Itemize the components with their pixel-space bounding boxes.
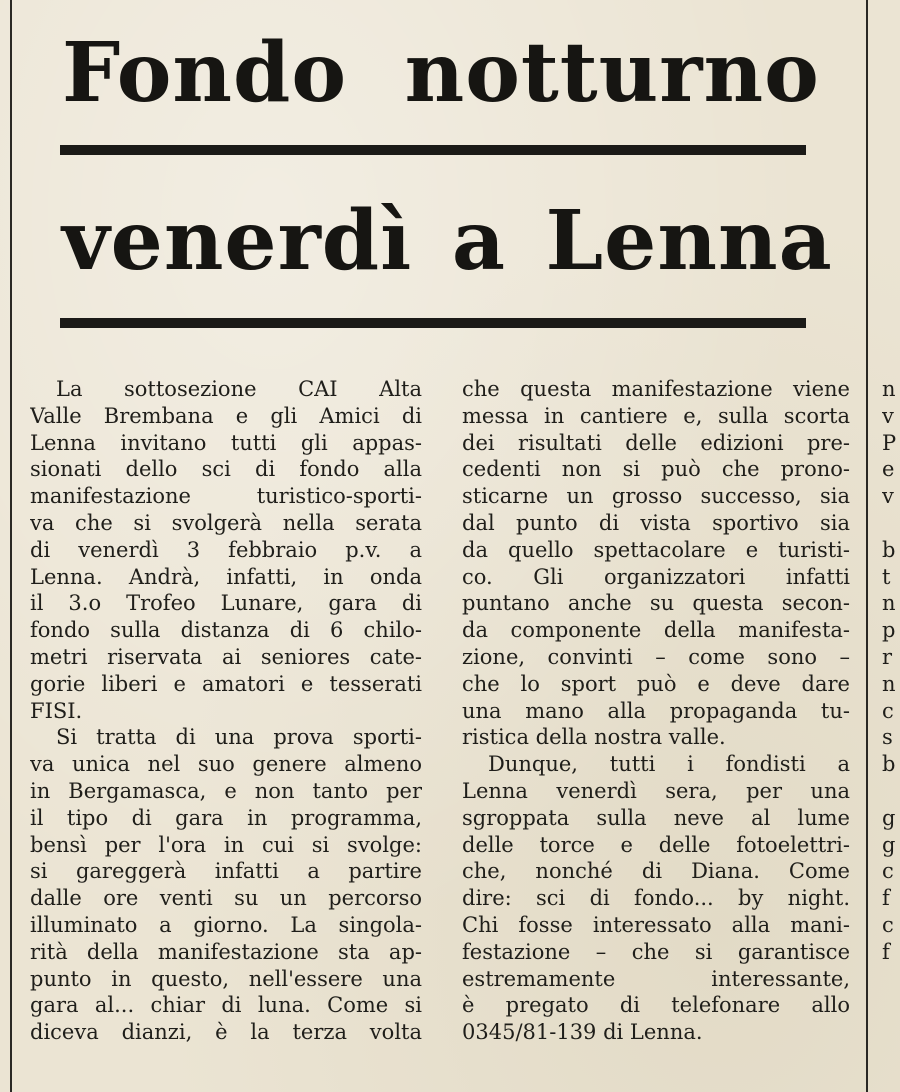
text-line: estremamente interessante, [462, 966, 850, 991]
edge-letter: p [882, 618, 896, 643]
text-line: Lenna. Andrà, infatti, in onda [30, 564, 422, 589]
edge-letter: e [882, 457, 895, 482]
text-line: zione, convinti – come sono – [462, 644, 850, 669]
headline-rule-top [60, 145, 806, 155]
edge-letter: n [882, 377, 896, 401]
text-line: rità della manifestazione sta ap- [30, 939, 422, 964]
text-line: va che si svolgerà nella serata [30, 510, 422, 535]
text-line: Chi fosse interessato alla mani- [462, 912, 850, 937]
text-line: dalle ore venti su un percorso [30, 886, 422, 911]
text-line: punto in questo, nell'essere una [30, 966, 422, 991]
edge-letter: r [882, 644, 893, 669]
headline-line-1: Fondo notturno [62, 25, 820, 121]
edge-letter: b [882, 537, 896, 562]
text-line: dire: sci di fondo... by night. [462, 886, 850, 911]
text-line: sticarne un grosso successo, sia [462, 484, 850, 509]
text-line: dal punto di vista sportivo sia [462, 510, 850, 535]
text-line: che, nonché di Diana. Come [462, 859, 850, 884]
column-rule-right [866, 0, 868, 1092]
text-line: da quello spettacolare e turisti- [462, 537, 850, 562]
text-line: La sottosezione CAI Alta [56, 377, 422, 401]
text-line: fondo sulla distanza di 6 chilo- [30, 618, 422, 643]
edge-letter: b [882, 752, 896, 777]
text-line: messa in cantiere e, sulla scorta [462, 403, 850, 428]
text-line: delle torce e delle fotoelettri- [462, 832, 850, 857]
edge-letter: c [882, 912, 894, 937]
edge-letter: s [882, 725, 893, 750]
edge-letter: c [882, 698, 894, 723]
edge-letter [882, 778, 900, 805]
headline-line-2: venerdì a Lenna [62, 193, 833, 289]
article-column-2 [462, 376, 850, 1046]
edge-letter: f [882, 886, 890, 911]
text-line: 0345/81-139 di Lenna. [462, 1020, 703, 1045]
text-line: cedenti non si può che prono- [462, 457, 850, 482]
text-line: si gareggerà infatti a partire [30, 859, 422, 884]
text-line: da componente della manifesta- [462, 618, 850, 643]
text-line: è pregato di telefonare allo [462, 993, 850, 1018]
text-line: manifestazione turistico-sporti- [30, 484, 422, 509]
text-line: co. Gli organizzatori infatti [462, 564, 850, 589]
edge-letter: P [882, 430, 897, 455]
text-line: il 3.o Trofeo Lunare, gara di [30, 591, 422, 616]
text-line: metri riservata ai seniores cate- [30, 644, 422, 669]
text-line: festazione – che si garantisce [462, 939, 850, 964]
column-rule-left [10, 0, 12, 1092]
edge-letter: g [882, 832, 896, 857]
text-line: che lo sport può e deve dare [462, 671, 850, 696]
text-line: sionati dello sci di fondo alla [30, 457, 422, 482]
headline-rule-bottom [60, 318, 806, 328]
text-line: il tipo di gara in programma, [30, 805, 422, 830]
adjacent-article-fragment [882, 376, 900, 966]
text-line: Dunque, tutti i fondisti a [488, 752, 850, 777]
text-line: Si tratta di una prova sporti- [56, 725, 422, 750]
text-line: gara al... chiar di luna. Come si [30, 993, 422, 1018]
text-line: illuminato a giorno. La singola- [30, 912, 422, 937]
text-line: puntano anche su questa secon- [462, 591, 850, 616]
text-line: Valle Brembana e gli Amici di [30, 403, 422, 428]
text-line: diceva dianzi, è la terza volta [30, 1020, 422, 1045]
edge-letter: v [882, 484, 894, 509]
edge-letter [882, 510, 900, 537]
text-line: va unica nel suo genere almeno [30, 752, 422, 777]
edge-letter: f [882, 939, 890, 964]
text-line: sgroppata sulla neve al lume [462, 805, 850, 830]
edge-letter: c [882, 859, 894, 884]
text-line: Lenna venerdì sera, per una [462, 778, 850, 803]
text-line: Lenna invitano tutti gli appas- [30, 430, 422, 455]
edge-letter: n [882, 591, 896, 616]
text-line: ristica della nostra valle. [462, 725, 726, 750]
edge-letter: n [882, 671, 896, 696]
text-line: bensì per l'ora in cui si svolge: [30, 832, 422, 857]
text-line: una mano alla propaganda tu- [462, 698, 850, 723]
edge-letter: t [882, 564, 891, 589]
edge-letter: g [882, 805, 896, 830]
text-line: gorie liberi e amatori e tesserati [30, 671, 422, 696]
edge-letter: v [882, 403, 894, 428]
text-line: di venerdì 3 febbraio p.v. a [30, 537, 422, 562]
article-column-1 [30, 376, 422, 1046]
text-line: che questa manifestazione viene [462, 377, 850, 401]
text-line: in Bergamasca, e non tanto per [30, 778, 422, 803]
text-line: FISI. [30, 698, 83, 723]
text-line: dei risultati delle edizioni pre- [462, 430, 850, 455]
